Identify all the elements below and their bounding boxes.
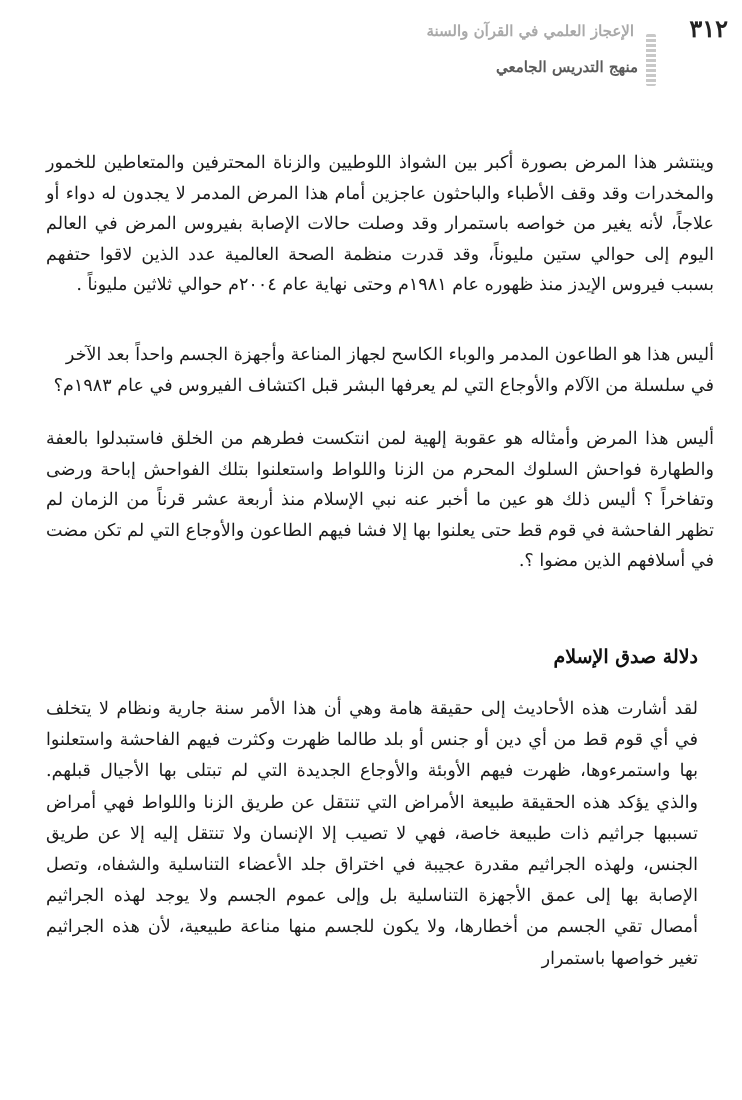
chapter-title: منهج التدريس الجامعي [495,58,638,76]
paragraph-divine-punishment: أليس هذا المرض وأمثاله هو عقوبة إلهية لمن انتكست فطرهم من الخلق فاستبدلوا بالعفة والطهارة فواحش السلوك المحرم من الزنا واللواط واستعلنوا بتلك الفواحش إباحة ورضى وتفاخراً ؟ أليس ذلك هو عين ما أخبر عنه نبي الإسلام منذ أربعة عشر قرناً من الزمان لم تظهر الفاحشة في قوم قط حتى يعلنوا بها إلا فشا فيهم الطاعون والأوجاع التي لم تكن مضت في أسلافهم الذين مضوا ؟. [46,429,714,572]
header-ornament [646,34,656,86]
section-heading: دلالة صدق الإسلام [553,646,698,668]
paragraph-aids-spread: وينتشر هذا المرض بصورة أكبر بين الشواذ اللوطيين والزناة المحترفين والمتعاطين للخمور والمخدرات وقد وقف الأطباء والباحثون عاجزين أمام هذا المرض المدمر لا يجدون له دواء أو علاجاً، لأنه يغير من خواصه باستمرار وقد وصلت حالات الإصابة بفيروس المرض في العالم اليوم إلى حوالي ستين مليوناً، وقد قدرت منظمة الصحة العالمية عدد الذين لاقوا حتفهم بسبب فيروس الإيدز منذ ظهوره عام ١٩٨١م وحتى نهاية عام ٢٠٠٤م حوالي ثلاثين مليوناً . [46,153,714,296]
paragraph-pain-series: في سلسلة من الآلام والأوجاع التي لم يعرفها البشر قبل اكتشاف الفيروس في عام ١٩٨٣م؟ [53,376,714,396]
book-title: الإعجاز العلمي في القرآن والسنة [426,22,634,40]
paragraph-plague-question: أليس هذا هو الطاعون المدمر والوباء الكاسح لجهاز المناعة وأجهزة الجسم واحداً بعد الآخر [65,345,714,365]
paragraph-section-body: لقد أشارت هذه الأحاديث إلى حقيقة هامة وهي أن هذا الأمر سنة جارية ونظام لا يتخلف في أي قوم قط من أي دين أو جنس أو بلد طالما ظهرت وكثرت فيهم الفاحشة واستعلنوا بها واستمرءوها، ظهرت فيهم الأوبئة والأوجاع الجديدة التي لم تبتلى بها الأجيال قبلهم. والذي يؤكد هذه الحقيقة طبيعة الأمراض التي تنتقل عن طريق الزنا واللواط فهي أمراض تسببها جراثيم ذات طبيعة خاصة، فهي لا تصيب إلا الإنسان ولا تنتقل إليه إلا عن طريق الجنس، ولهذه الجراثيم مقدرة عجيبة في اختراق جلد الأعضاء التناسلية والشفاه، وتصل الإصابة بها إلى عمق الأجهزة التناسلية بل وإلى عموم الجسم ولا يوجد لهذه الجراثيم أمصال تقي الجسم من أخطارها، ولا يكون للجسم منها مناعة طبيعية، لأن هذه الجراثيم تغير خواصها باستمرار [46,699,698,969]
page-number: ٣١٢ [689,14,728,43]
